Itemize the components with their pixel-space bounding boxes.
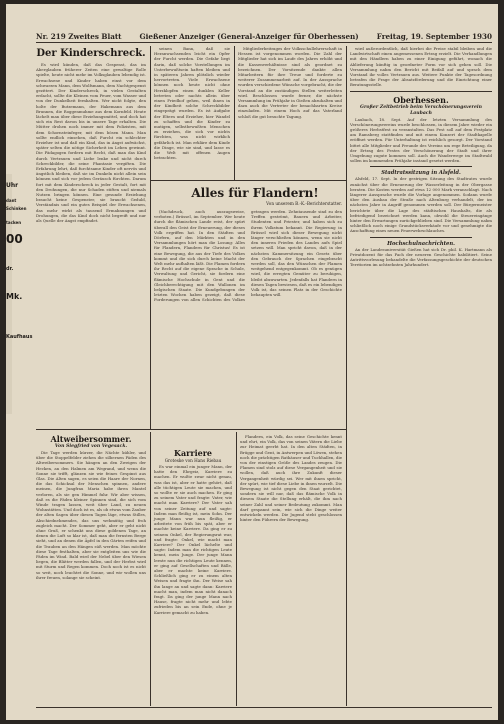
newspaper-page xyxy=(6,4,498,720)
headline-flandern: Alles für Flandern! xyxy=(191,186,319,200)
article-title: Altweibersommer. xyxy=(50,434,132,444)
adjacent-page-edge xyxy=(6,174,33,414)
article-author: Von Siegfried von Vegesack. xyxy=(54,444,128,449)
article-body: Mitgliederbeitrages der Volksschullehrerschaft in Hessen ist vorgenommen worden. Die Zahl der Mitglieder hat sich im Laufe des Jahres erhöht und die Kassenverhältnisse sind als geordnet zu bezeichnen. Der Vorsitzende dankte allen Mitarbeitern für ihre Treue und forderte zu weiterer Zusammenarbeit auf. In der Aussprache wurden verschiedene Wünsche vorgebracht, die der Vorstand an die zuständigen Stellen weiterleiten wird. Beschlossen wurde ferner, die nächste Versammlung im Frühjahr in Gießen abzuhalten und dazu auch die Vertreter der benachbarten Kreise einzuladen. Mit einem Hoch auf das Vaterland schloß die gut besuchte Tagung. xyxy=(238,46,342,119)
page-header xyxy=(36,28,492,41)
divider xyxy=(350,91,492,92)
column-rule xyxy=(234,46,235,180)
column-rule xyxy=(150,46,151,180)
article-body: Die Tage werden kürzer, die Nächte kühler, und über die Stoppelfelder ziehen die silbernen Fäden des Altweibersommers. Sie hängen an den Zweigen der Hecken, an den Halmen am Wegrand, und wenn die Sonne sie trifft, glänzen sie wie feines Gespinst aus Glas. Die Alten sagen, es seien die Haare der Nornen, die das Schicksal der Menschen spinnen, andere meinen, die Jungfrau Maria habe ihren Mantel verloren, als sie gen Himmel fuhr. Wir aber wissen, daß es die Fäden kleiner Spinnen sind, die sich vom Winde tragen lassen, weit über Land, zu neuen Wohnstätten. Und doch ist es, als ob etwas vom Zauber der alten Sagen über diesen Tagen läge, etwas Stilles, Abschiednehmendes, das uns wehmütig und froh zugleich macht. Der Sommer geht, aber er geht nicht ohne Gruß, er schenkt uns diese goldenen Tage, an denen die Luft so klar ist, daß man die fernsten Berge sieht, und an denen die Äpfel in den Gärten reifen und die Trauben an den Hängen süß werden. Man möchte diese Tage festhalten, aber sie entgleiten uns wie die Fäden im Wind. Bald wird der Nebel über den Wiesen liegen, die Blätter werden fallen, und der Herbst wird mit Sturm und Regen kommen. Doch noch ist es nicht so weit, noch leuchtet die Sonne, und wir wollen uns ihrer freuen, solange sie scheint. xyxy=(36,450,146,580)
section-title: Oberhessen. xyxy=(393,94,449,105)
edge-fragment: 00 xyxy=(6,232,23,246)
edge-fragment: dant xyxy=(6,198,17,203)
article-altweibersommer xyxy=(36,434,146,704)
article-body: An der Landesuniversität Gießen hat sich Dr. phil. K. Hartmann als Privatdozent für das Fach der neueren Geschichte habilitiert. Seine Antrittsvorlesung behandelte die Verfassungsgeschichte der deutschen Territorien im achtzehnten Jahrhundert. xyxy=(350,246,492,268)
article-byline: Von unserem B.-K.-Berichterstatter. xyxy=(266,201,342,206)
section-rule xyxy=(36,429,346,430)
article-title: Karriere xyxy=(174,448,212,458)
article-body: seinen Bann, daß sie Heranwachsenden leicht ein Opfer der Furcht werden. Die Gefahr liegt darin, daß solche Vorstellungen im Unterbewußtsein haften bleiben und in späteren Jahren plötzlich wieder hervortreten. Viele Erwachsene können noch heute nicht ohne Herzklopfen einen dunklen Keller betreten oder nachts allein über einen Friedhof gehen, weil ihnen in der Kindheit solche Schreckbilder eingeprägt wurden. Es ist Aufgabe der Eltern und Erzieher, hier Wandel zu schaffen und die Kinder zu mutigen, selbstbewußten Menschen zu erziehen, die sich vor nichts fürchten, was nicht wirklich gefährlich ist. Man erkläre dem Kinde die Dinge, wie sie sind, und lasse es die Welt mit offenen Augen betrachten. xyxy=(154,46,230,161)
article-continuation xyxy=(238,46,342,178)
article-karriere xyxy=(154,434,232,704)
article-body: Laubach, 18. Sept. Auf der letzten Versammlung des Verschönerungsvereins wurde beschlossen, in diesem Jahre wieder ein größeres Herbstfest zu veranstalten. Das Fest soll auf dem Festplatz am Ramsberg stattfinden und mit einem Konzert der Stadtkapelle eröffnet werden. Für Unterhaltung ist reichlich gesorgt. Der Vorstand bittet alle Mitglieder und Freunde des Vereins um rege Beteiligung, da der Ertrag des Festes der Verschönerung der Stadt und ihrer Umgebung zugute kommen soll. Auch die Wanderwege im Stadtwald sollen im kommenden Frühjahr instand gesetzt werden. xyxy=(350,116,492,164)
edge-fragment: Kaufhaus xyxy=(6,334,33,340)
article-body: Flandern, ein Volk, das seine Geschichte kennt und ehrt, ein Volk, das von seinen Vätern die Liebe zur Heimat geerbt hat. In den alten Städten, in Brügge und Gent, in Antwerpen und Löwen, stehen noch die prächtigen Rathäuser und Tuchhallen, die von der einstigen Größe des Landes zeugen. Die Flamen sind stolz auf diese Vergangenheit und sie wollen, daß auch ihre Zukunft dieser Vergangenheit würdig sei. Wer mit ihnen spricht, der spürt, wie tief diese Liebe in ihnen wurzelt. Die Bewegung ist nicht gegen den Staat gerichtet, sondern sie will nur, daß das flämische Volk in diesem Staate die Stellung erhält, die ihm nach seiner Zahl und seiner Bedeutung zukommt. Man darf gespannt sein, wie sich die Dinge weiter entwickeln werden. Die Jugend steht geschlossen hinter den Führern der Bewegung. xyxy=(240,434,342,523)
issue-date: Freitag, 19. September 1930 xyxy=(376,32,492,41)
newspaper-title: Gießener Anzeiger (General-Anzeiger für Oberhessen) xyxy=(139,32,359,41)
article-body: (Nachdruck, auch auszugsweise, verboten.) Brüssel, im September. Wer heute durch die flämischen Lande reist, der spürt überall den Geist der Erneuerung, der dieses Volk ergriffen hat. In den Städten und Dörfern, auf den Märkten und in den Versammlungen hört man die Losung: Alles für Flandern, Flandern für Christus! Es ist eine Bewegung, die aus der Tiefe des Volkes kommt und die sich durch keine Macht der Welt mehr aufhalten läßt. Die Flamen fordern ihr Recht auf die eigene Sprache in Schule, Verwaltung und Gericht, sie fordern eine flämische Hochschule in Gent und die Gleichberechtigung mit den Wallonen im belgischen Staate. Die Kundgebungen der letzten Wochen haben gezeigt, daß diese Forderungen von allen Schichten des Volkes getragen werden. Zehntausende sind zu den Treffen geströmt, Bauern und Arbeiter, Studenten und Priester, und haben sich zu ihrem Volkstum bekannt. Die Regierung in Brüssel wird sich dieser Bewegung nicht länger verschließen können, wenn sie nicht den inneren Frieden des Landes aufs Spiel setzen will. Man spricht davon, daß in der nächsten Kammersitzung ein Gesetz über den Gebrauch der Sprachen eingebracht werden soll, das den Wünschen der Flamen weitgehend entgegenkommt. Ob es genügen wird, die erregten Gemüter zu beruhigen, bleibt abzuwarten. Jedenfalls hat Flandern in diesen Tagen bewiesen, daß es ein lebendiges Volk ist, das seinen Platz in der Geschichte behaupten will. xyxy=(154,209,343,303)
column-rule xyxy=(150,180,151,430)
section-rule xyxy=(150,180,346,181)
column-rule xyxy=(346,46,347,706)
article-title: Stadtratssitzung in Alsfeld. xyxy=(381,170,461,177)
edge-fragment: Schinken xyxy=(6,206,27,211)
issue-label: Nr. 219 Zweites Blatt xyxy=(36,32,122,41)
column-rule xyxy=(236,432,237,706)
divider xyxy=(370,237,472,238)
edge-fragment: Uhr xyxy=(6,182,19,189)
column-rule xyxy=(150,432,151,706)
edge-fragment: Mk. xyxy=(6,292,23,301)
article-flandern xyxy=(154,209,342,427)
article-author: Groteske von Hans Riebau xyxy=(164,458,222,463)
article-continuation xyxy=(154,46,230,178)
article-kinderschreck xyxy=(36,46,146,426)
article-title: Großer Zeltbetrieb beim Verschönerungsverein Laubach xyxy=(360,104,482,116)
article-body: wird außerordentlich, daß hierbei die Preise stabil bleiben und die Landwirtschaft einen angemessenen Ertrag erzielt. Die Verhandlungen mit den Händlern haben zu einer Einigung geführt, wonach die Ablieferung künftig in geordneter Form vor sich gehen soll. Die Versammlung nahm den Bericht mit Beifall auf und sprach dem Vorstand ihr volles Vertrauen aus. Weitere Punkte der Tagesordnung betrafen die Frage der Absatzförderung und die Einrichtung einer Beratungsstelle. xyxy=(350,46,492,88)
article-title: Hochschulnachrichten. xyxy=(387,240,455,247)
edge-fragment: dr. xyxy=(6,266,14,272)
article-body: Alsfeld, 17. Sept. In der gestrigen Sitzung des Stadtrates wurde zunächst über die Erneuerung der Wasserleitung in der Obergasse beraten. Die Kosten werden auf etwa 12 000 Mark veranschlagt. Nach längerer Aussprache wurde die Vorlage angenommen. Sodann wurde über den Ausbau der Straße nach Altenburg verhandelt, der im nächsten Jahre in Angriff genommen werden soll. Der Bürgermeister berichtete über die Lage des städtischen Haushalts, die als befriedigend bezeichnet werden kann, obwohl die Steuereingänge hinter den Erwartungen zurückgeblieben sind. Die Versammlung nahm schließlich noch einige Grundstücksverkäufe vor und genehmigte die Anschaffung eines neuen Feuerwehrschlauches. xyxy=(350,176,492,234)
article-continuation xyxy=(240,434,342,704)
article-body: Es war einmal ein junger Mann, der hatte den Ehrgeiz, Karriere zu machen. Er wußte zwar nicht genau, was das ist, aber er hatte gehört, daß alle tüchtigen Leute sie machen, und so wollte er sie auch machen. Er ging zu seinem Vater und fragte: Vater, wie macht man Karriere? Der Vater sah von seiner Zeitung auf und sagte: Indem man fleißig ist, mein Sohn. Der junge Mann war nun fleißig, er arbeitete von früh bis spät, aber er machte keine Karriere. Da ging er zu seinem Onkel, der Regierungsrat war, und fragte: Onkel, wie macht man Karriere? Der Onkel lächelte und sagte: Indem man die richtigen Leute kennt, mein Junge. Der junge Mann lernte nun die richtigen Leute kennen, er ging auf Gesellschaften und Bälle, aber er machte keine Karriere. Schließlich ging er zu einem alten Weisen und fragte ihn. Der Weise sah ihn lange an und sagte dann: Karriere macht man, indem man nicht danach fragt. Da ging der junge Mann nach Hause, fragte nicht mehr und lebte zufrieden bis an sein Ende, ohne je Karriere gemacht zu haben. xyxy=(154,464,232,615)
article-title: Der Kinderschreck. xyxy=(36,48,146,59)
footer-rule xyxy=(36,707,492,708)
header-rule xyxy=(36,42,492,43)
article-body: Es wird künden, daß das Gespenst, das im Aberglauben früherer Zeiten eine gewaltige Rolle spielte, heute nicht mehr im Volksglauben lebendig ist. Erwachsene und Kinder haben einst vor dem schwarzen Mann, dem Wolfsmann, dem Nachtgespenst gezittert. Der Kinderschreck, in vielen Gestalten erdacht, sollte die Kleinen vom Feuer, vom Wasser und von der Dunkelheit fernhalten. Wer nicht folgte, den holte der Butzemann, der Hakemann aus dem Brunnen, die Roggenmuhme aus dem Kornfeld. Heute lächelt man über diese Erziehungsmittel, und doch hat sich ein Rest davon bis in unsere Tage erhalten. Die Mütter drohen noch immer mit dem Polizisten, mit dem Schornsteinfeger, mit dem bösen Mann. Man sollte endlich einsehen, daß Furcht ein schlechter Erzieher ist und daß ein Kind, das in Angst aufwächst, später selten die nötige Sicherheit im Leben gewinnt. Die Pädagogen fordern mit Recht, daß man das Kind durch Vertrauen und Liebe lenke und nicht durch Schreckbilder, die seine Phantasie vergiften. Die Erfahrung lehrt, daß furchtsame Kinder oft nervös und ängstlich bleiben, daß sie im Dunkeln nicht allein sein können und sich vor jedem Geräusch fürchten. Darum fort mit dem Kinderschreck in jeder Gestalt, fort mit den Drohungen, die nur Schaden stiften und niemals Nutzen bringen können. Eine gesunde Erziehung braucht keine Gespenster, sie braucht Geduld, Verständnis und ein gutes Beispiel der Erwachsenen, das mehr wirkt als tausend Ermahnungen und Drohungen, die das Kind doch nicht begreift und nur als Quelle der Angst empfindet. xyxy=(36,62,146,224)
edge-fragment: tacken xyxy=(6,220,22,225)
divider xyxy=(370,166,472,167)
column-regional-news xyxy=(350,46,492,704)
